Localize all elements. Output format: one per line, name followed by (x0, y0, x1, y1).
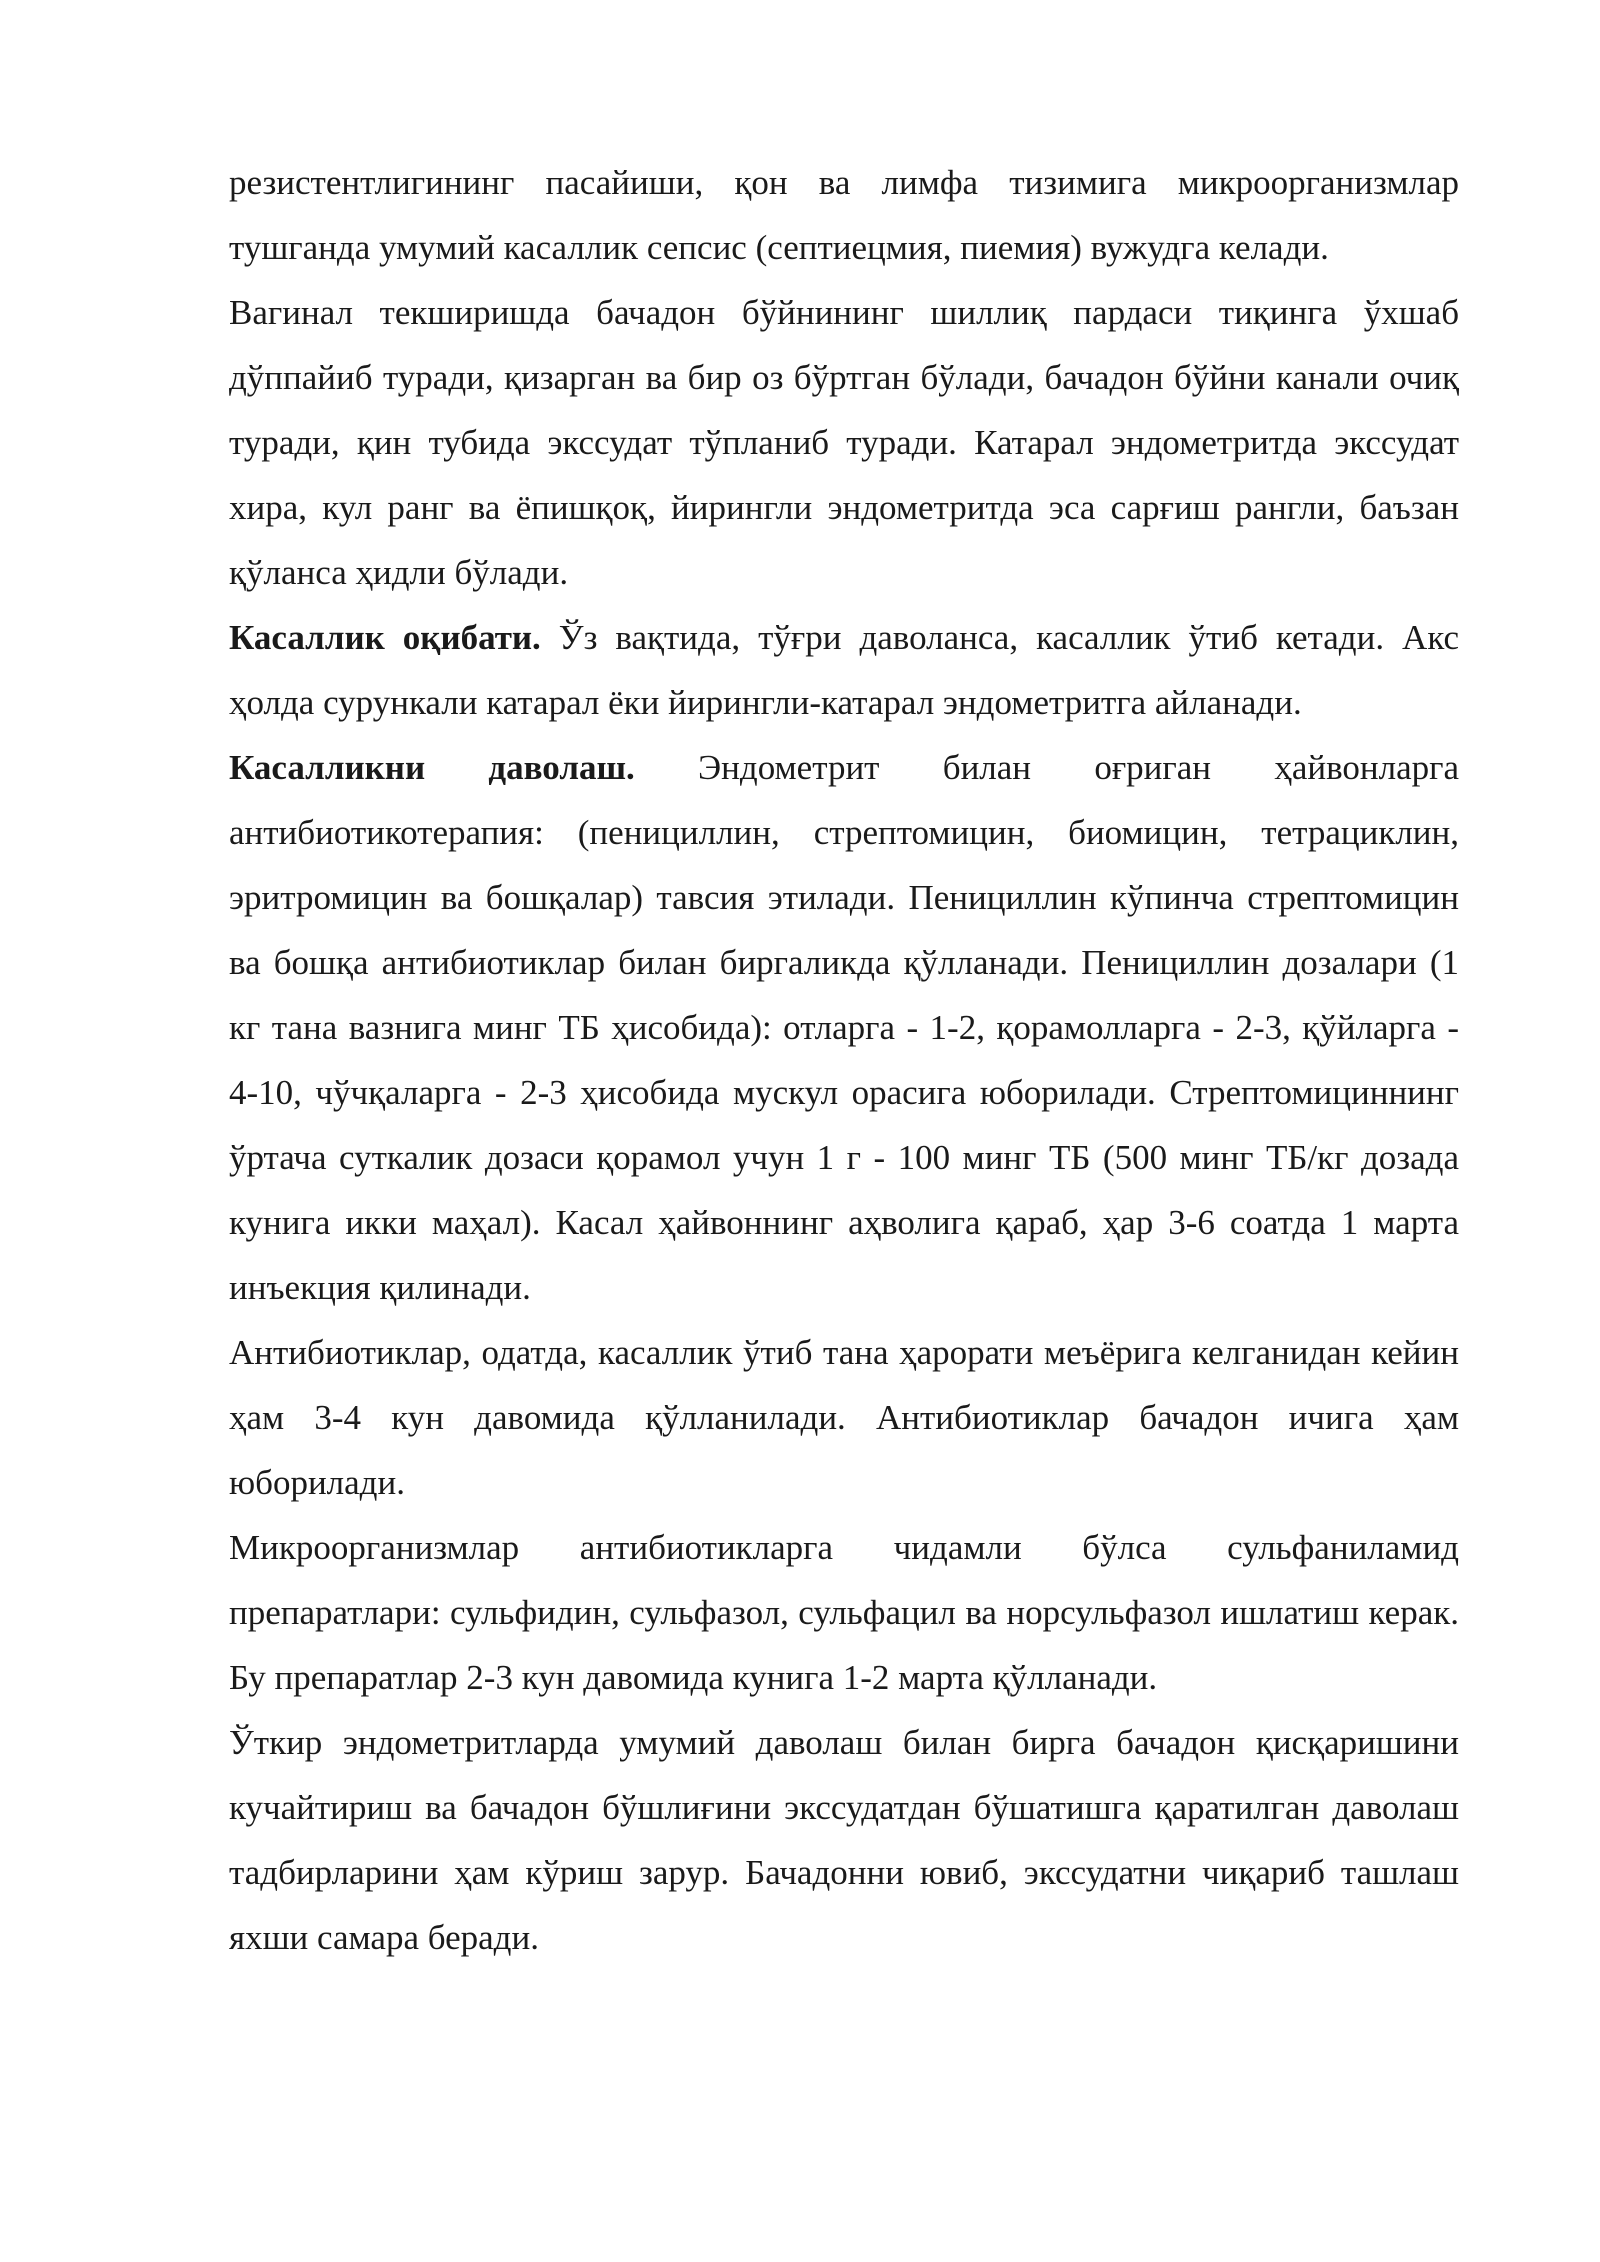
paragraph-vaginal-exam (229, 280, 1459, 605)
paragraph-text: Антибиотиклар, одатда, касаллик ўтиб тана ҳарорати меъёрига келганидан кейин ҳам 3-4 кун давомида қўлланилади. Антибиотиклар бачадон ичига ҳам юборилади. (229, 1333, 1459, 1502)
paragraph-treatment (229, 735, 1459, 1320)
treatment-heading: Касалликни даволаш. (229, 748, 635, 787)
paragraph-text: Ўткир эндометритларда умумий даволаш билан бирга бачадон қисқаришини кучайтириш ва бачадон бўшлиғини экссудатдан бўшатишга қаратилган даволаш тадбирларини ҳам кўриш зарур. Бачадонни ювиб, экссудатни чиқариб ташлаш яхши самара беради. (229, 1723, 1459, 1957)
document-body (229, 150, 1459, 1970)
paragraph-text: Вагинал текширишда бачадон бўйнининг шиллиқ пардаси тиқинга ўхшаб дўппайиб туради, қизарган ва бир оз бўртган бўлади, бачадон бўйни канали очиқ туради, қин тубида экссудат тўпланиб туради. Катарал эндометритда экссудат хира, кул ранг ва ёпишқоқ, йирингли эндометритда эса сарғиш рангли, баъзан қўланса ҳидли бўлади. (229, 293, 1459, 592)
paragraph-acute-endometritis (229, 1710, 1459, 1970)
paragraph-text: Ўз вақтида, тўғри даволанса, касаллик ўтиб кетади. Акс ҳолда сурункали катарал ёки йирингли-катарал эндометритга айланади. (229, 618, 1459, 722)
paragraph-prognosis (229, 605, 1459, 735)
paragraph-antibiotics-duration (229, 1320, 1459, 1515)
paragraph-text: резистентлигининг пасайиши, қон ва лимфа тизимига микроорганизмлар тушганда умумий касаллик сепсис (септиецмия, пиемия) вужудга келади. (229, 163, 1459, 267)
paragraph-text: Микроорганизмлар антибиотикларга чидамли бўлса сульфаниламид препаратлари: сульфидин, сульфазол, сульфацил ва норсульфазол ишлатиш керак. Бу препаратлар 2-3 кун давомида кунига 1-2 марта қўлланади. (229, 1528, 1459, 1697)
prognosis-heading: Касаллик оқибати. (229, 618, 541, 657)
paragraph-sepsis (229, 150, 1459, 280)
paragraph-sulfonamides (229, 1515, 1459, 1710)
paragraph-text: Эндометрит билан оғриган ҳайвонларга антибиотикотерапия: (пенициллин, стрептомицин, биомицин, тетрациклин, эритромицин ва бошқалар) тавсия этилади. Пенициллин кўпинча стрептомицин ва бошқа антибиотиклар билан биргаликда қўлланади. Пенициллин дозалари (1 кг тана вазнига минг ТБ ҳисобида): отларга - 1-2, қорамолларга - 2-3, қўйларга - 4-10, чўчқаларга - 2-3 ҳисобида мускул орасига юборилади. Стрептомициннинг ўртача суткалик дозаси қорамол учун 1 г - 100 минг ТБ (500 минг ТБ/кг дозада кунига икки маҳал). Касал ҳайвоннинг аҳволига қараб, ҳар 3-6 соатда 1 марта инъекция қилинади. (229, 748, 1459, 1307)
